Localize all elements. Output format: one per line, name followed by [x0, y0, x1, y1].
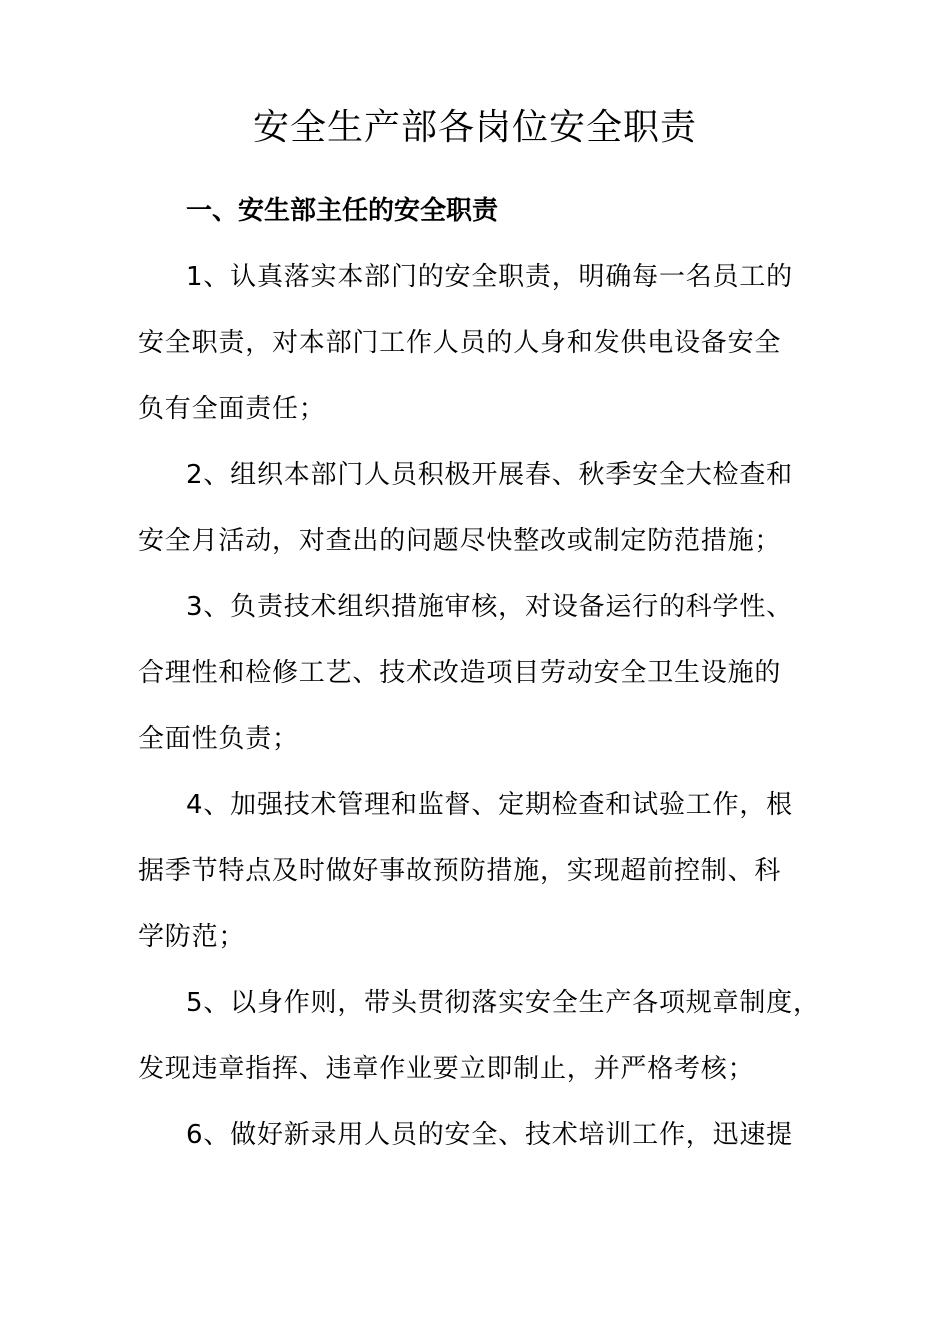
- paragraph-line: 4、加强技术管理和监督、定期检查和试验工作，根: [186, 790, 793, 820]
- paragraph-4: [138, 772, 834, 970]
- document-body: [138, 178, 834, 1168]
- paragraph-line: 负有全面责任；: [138, 394, 326, 424]
- paragraph-line: 发现违章指挥、违章作业要立即制止，并严格考核；: [138, 1054, 755, 1084]
- paragraph-2: [138, 442, 834, 574]
- paragraph-3: [138, 574, 834, 772]
- paragraph-line: 据季节特点及时做好事故预防措施，实现超前控制、科: [138, 856, 782, 886]
- paragraph-line: 学防范；: [138, 922, 246, 952]
- paragraph-line: 3、负责技术组织措施审核，对设备运行的科学性、: [186, 592, 793, 622]
- section-heading: 一、安生部主任的安全职责: [186, 196, 499, 226]
- paragraph-line: 全面性负责；: [138, 724, 299, 754]
- paragraph-1: [138, 244, 834, 442]
- paragraph-line: 5、以身作则，带头贯彻落实安全生产各项规章制度，: [186, 988, 820, 1018]
- paragraph-6: [138, 1102, 834, 1168]
- paragraph-line: 安全职责，对本部门工作人员的人身和发供电设备安全: [138, 328, 782, 358]
- paragraph-line: 安全月活动，对查出的问题尽快整改或制定防范措施；: [138, 526, 782, 556]
- document-title: 安全生产部各岗位安全职责: [252, 107, 697, 148]
- paragraph-line: 6、做好新录用人员的安全、技术培训工作，迅速提: [186, 1120, 793, 1150]
- paragraph-line: 2、组织本部门人员积极开展春、秋季安全大检查和: [186, 460, 793, 490]
- paragraph-5: [138, 970, 834, 1102]
- paragraph-line: 1、认真落实本部门的安全职责，明确每一名员工的: [186, 262, 793, 292]
- paragraph-line: 合理性和检修工艺、技术改造项目劳动安全卫生设施的: [138, 658, 782, 688]
